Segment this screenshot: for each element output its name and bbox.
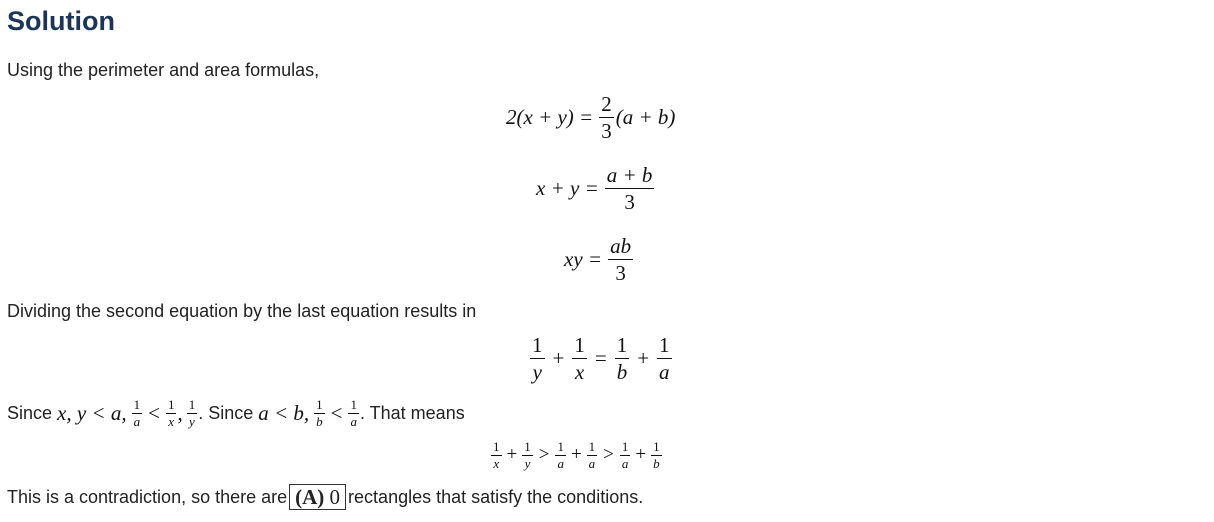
since-condition-2: a < b, [258, 401, 310, 426]
eq4-term-1-num: 1 [530, 334, 545, 359]
ineq-frac-f [651, 440, 662, 470]
solution-heading: Solution [7, 6, 115, 36]
ineq-frac-b-den: y [524, 455, 531, 471]
eq2-fraction [605, 164, 655, 213]
eq1-fraction [599, 93, 614, 142]
answer-letter: (A) [295, 485, 325, 509]
ineq-frac-d-den: a [588, 455, 596, 471]
ineq-frac-d [587, 440, 598, 470]
eq3-lhs: xy = [564, 247, 603, 272]
ineq-frac-a [491, 440, 502, 470]
eq3-numerator: ab [608, 235, 633, 260]
since-frac-2 [166, 398, 177, 428]
ineq-plus-3: + [635, 444, 647, 466]
eq2-numerator: a + b [605, 164, 655, 189]
since-frac-1 [132, 398, 143, 428]
since-frac-5-den: a [350, 413, 357, 429]
equation-reciprocals [528, 334, 674, 383]
since-frac-2-den: x [168, 413, 175, 429]
equation-sum [536, 164, 656, 213]
ineq-plus-1: + [506, 444, 518, 466]
since-frac-3-num: 1 [188, 397, 196, 412]
eq3-denominator: 3 [615, 261, 626, 286]
eq1-numerator: 2 [599, 93, 614, 118]
since-frac-4-num: 1 [316, 397, 323, 412]
since-frac-3-den: y [189, 413, 195, 429]
ineq-frac-b-num: 1 [524, 439, 531, 454]
since-frac-2-num: 1 [167, 397, 175, 412]
since-frac-4-den: b [316, 413, 323, 429]
ineq-frac-e-den: a [621, 455, 629, 471]
ineq-frac-e [620, 440, 631, 470]
equation-product [564, 235, 635, 284]
eq4-term-2-num: 1 [572, 334, 587, 359]
eq4-term-4-num: 1 [657, 334, 672, 359]
ineq-frac-f-num: 1 [653, 439, 660, 454]
dividing-text: Dividing the second equation by the last equation results in [7, 301, 477, 321]
ineq-frac-a-den: x [493, 455, 500, 471]
eq4-term-4-den: a [659, 360, 670, 385]
eq4-term-1-den: y [532, 360, 542, 385]
eq4-plus-1: + [552, 346, 565, 371]
since-lt-1: < [148, 401, 160, 426]
since-frac-1-den: a [133, 413, 141, 429]
ineq-gt-2: > [603, 444, 614, 466]
since-frac-3 [187, 398, 198, 428]
eq2-denominator: 3 [624, 190, 635, 215]
ineq-frac-c-num: 1 [557, 439, 564, 454]
since-frac-5-num: 1 [350, 397, 357, 412]
since-frac-4 [314, 398, 325, 428]
since-frac-5 [348, 398, 359, 428]
eq4-equals: = [594, 346, 607, 371]
since-line [7, 398, 465, 428]
since-text-1: Since [7, 403, 58, 424]
eq2-lhs: x + y = [536, 176, 599, 201]
eq4-term-2 [572, 334, 587, 383]
eq4-term-3-num: 1 [615, 334, 630, 359]
eq4-term-4 [657, 334, 672, 383]
ineq-frac-d-num: 1 [588, 439, 596, 454]
eq4-term-3 [615, 334, 630, 383]
eq1-lhs: 2(x + y) = [506, 105, 594, 130]
ineq-plus-2: + [570, 444, 582, 466]
conclusion-before: This is a contradiction, so there are [7, 487, 288, 507]
equation-perimeter [506, 93, 675, 142]
since-comma: , [177, 401, 183, 426]
conclusion-after: rectangles that satisfy the conditions. [348, 487, 644, 507]
eq4-term-1 [530, 334, 545, 383]
eq4-term-2-den: x [574, 360, 585, 385]
since-frac-1-num: 1 [133, 397, 141, 412]
ineq-frac-f-den: b [653, 455, 660, 471]
intro-text: Using the perimeter and area formulas, [7, 60, 320, 80]
since-text-2: . Since [198, 403, 259, 424]
eq4-term-3-den: b [616, 360, 628, 385]
inequality-chain [490, 440, 663, 470]
answer-box [289, 484, 346, 510]
ineq-frac-c-den: a [557, 455, 564, 471]
eq1-tail: (a + b) [615, 105, 676, 130]
eq3-fraction [608, 235, 633, 284]
ineq-frac-e-num: 1 [621, 439, 629, 454]
conclusion-line [7, 484, 643, 510]
since-condition-1: x, y < a, [57, 401, 127, 426]
ineq-frac-b [522, 440, 533, 470]
ineq-frac-a-num: 1 [493, 439, 500, 454]
ineq-frac-c [555, 440, 566, 470]
ineq-gt-1: > [538, 444, 550, 466]
since-lt-2: < [330, 401, 343, 426]
eq1-denominator: 3 [601, 119, 612, 144]
eq4-plus-2: + [637, 346, 650, 371]
since-text-end: . That means [359, 403, 465, 424]
answer-value: 0 [329, 485, 341, 509]
